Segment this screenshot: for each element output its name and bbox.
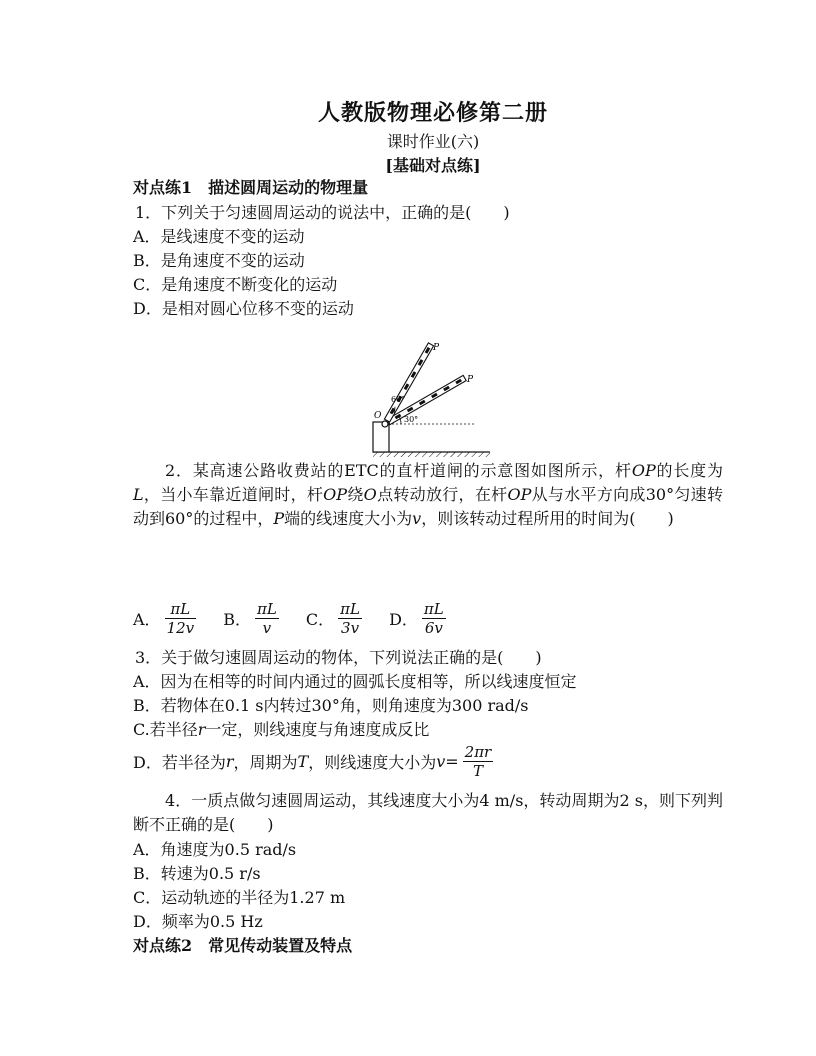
q3-option-c (133, 719, 429, 741)
fraction-numerator: πL (256, 600, 277, 618)
fraction-numerator: πL (423, 600, 444, 618)
pivot-o-label: O (374, 411, 382, 421)
q3-var-r: r (225, 752, 234, 771)
q2-option-d-label: D． (389, 610, 418, 629)
q3-text: ，周期为 (233, 753, 298, 772)
q2-option-b-fraction (255, 600, 279, 637)
q2-text: 的长度为 (655, 461, 723, 480)
q4-stem: 4．一质点做匀速圆周运动，其线速度大小为4 m/s，转动周期为2 s，则下列判断不正确的是( ) (133, 791, 723, 834)
q2-var-op: OP (507, 485, 532, 504)
q1-option-c: C．是角速度不断变化的运动 (133, 275, 338, 294)
q2-var-l: L (133, 485, 144, 504)
q3-text: ，则线速度大小为 (308, 753, 437, 772)
q2-option-d-fraction (422, 600, 446, 637)
q2-text: ，则该转动过程所用的时间为( ) (421, 509, 674, 528)
q2-text: 从与水平方向成30°匀速转动到60°的过程中， (133, 485, 723, 528)
fraction-denominator: 3v (341, 619, 360, 637)
q1-option-a: A．是线速度不变的运动 (133, 227, 305, 246)
q3-option-d (133, 743, 497, 780)
fraction-denominator: 6v (424, 619, 443, 637)
q3-stem: 3．关于做匀速圆周运动的物体，下列说法正确的是( ) (135, 648, 542, 667)
q4-option-d: D．频率为0.5 Hz (133, 912, 263, 931)
fraction-denominator: v (262, 619, 272, 637)
q2-var-op: OP (631, 461, 656, 480)
q3-var-t: T (297, 752, 309, 771)
q3-option-d-fraction (463, 743, 494, 780)
q3-var-r: r (197, 720, 206, 739)
q1-option-d: D．是相对圆心位移不变的运动 (133, 299, 354, 318)
q2-text: ，当小车靠近道闸时，杆 (143, 485, 324, 504)
q2-option-a-fraction (165, 600, 197, 637)
q2-option-b-label: B． (223, 610, 251, 629)
fraction-denominator: 12v (166, 619, 195, 637)
q3-equals: = (445, 752, 459, 771)
q3-text: D．若半径为 (133, 753, 226, 772)
fraction-numerator: πL (170, 600, 191, 618)
q2-var-p: P (273, 509, 285, 528)
q1-stem: 1．下列关于匀速圆周运动的说法中，正确的是( ) (135, 203, 510, 222)
q4-option-c: C．运动轨迹的半径为1.27 m (133, 888, 346, 907)
q4-option-a: A．角速度为0.5 rad/s (133, 840, 297, 859)
q3-option-b: B．若物体在0.1 s内转过30°角，则角速度为300 rad/s (133, 696, 529, 715)
page-title: 人教版物理必修第二册 (317, 100, 548, 126)
q4-option-b: B．转速为0.5 r/s (133, 864, 261, 883)
p-top-label: P (433, 343, 440, 353)
q3-text: C.若半径 (133, 720, 198, 739)
angle-30-label: 30° (404, 415, 419, 424)
part2-title: 对点练2 常见传动装置及特点 (133, 936, 353, 955)
q2-var-o: O (363, 485, 377, 504)
q2-text: 2．某高速公路收费站的ETC的直杆道闸的示意图如图所示，杆 (165, 461, 632, 480)
part1-title: 对点练1 描述圆周运动的物理量 (133, 178, 369, 197)
fraction-denominator: T (472, 762, 483, 780)
q2-option-c-label: C． (305, 610, 335, 629)
q2-text: 绕 (347, 485, 364, 504)
q2-options (133, 600, 450, 637)
fraction-numerator: πL (340, 600, 360, 618)
section-heading: [基础对点练] (385, 156, 481, 175)
q2-var-v: v (412, 509, 422, 528)
q2-stem (133, 459, 723, 531)
fraction-numerator: 2πr (464, 743, 492, 761)
q2-text: 端的线速度大小为 (284, 509, 413, 528)
assignment-subtitle: 课时作业(六) (386, 132, 480, 151)
q3-var-v: v (436, 752, 446, 771)
q1-option-b: B．是角速度不变的运动 (133, 251, 305, 270)
p-right-label: P (467, 375, 474, 385)
q2-text: 点转动放行，在杆 (376, 485, 508, 504)
q3-option-a: A．因为在相等的时间内通过的圆弧长度相等，所以线速度恒定 (133, 672, 577, 691)
etc-barrier-figure (355, 340, 505, 460)
angle-60-label: 60° (391, 395, 406, 404)
q2-option-c-fraction (338, 600, 362, 637)
q2-option-a-label: A． (133, 610, 161, 629)
q3-text: 一定，则线速度与角速度成反比 (205, 720, 430, 739)
q2-var-op: OP (323, 485, 348, 504)
